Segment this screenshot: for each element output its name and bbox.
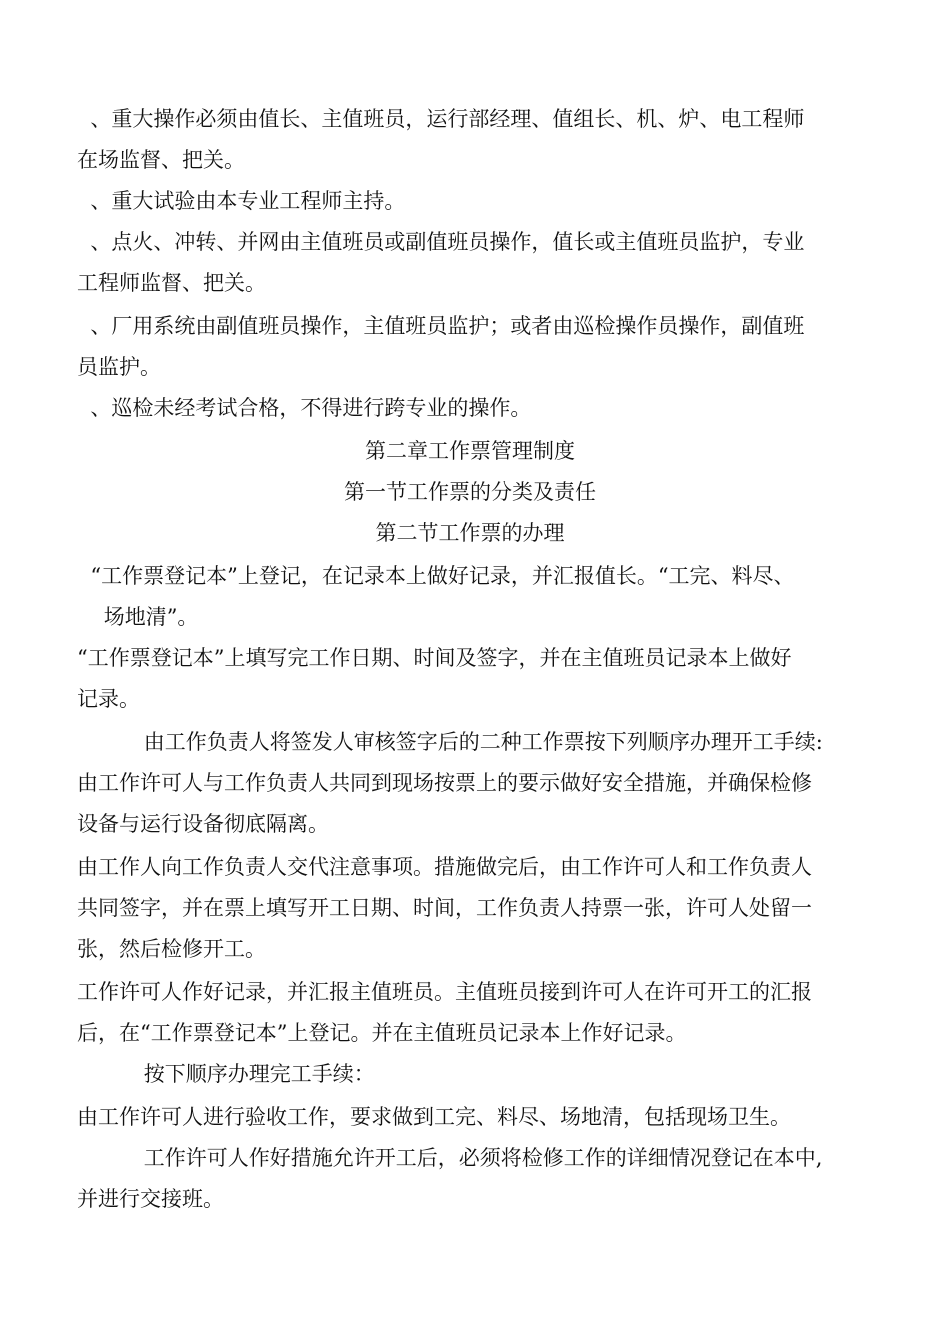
text-line: 由工作负责人将签发人审核签字后的二种工作票按下列顺序办理开工手续: [77, 730, 823, 754]
text-line: 并进行交接班。 [77, 1187, 224, 1211]
text-line: 、厂用系统由副值班员操作，主值班员监护；或者由巡检操作员操作，副值班 [77, 314, 805, 338]
text-line: 、重大试验由本专业工程师主持。 [77, 189, 406, 213]
text-line: 由工作许可人与工作负责人共同到现场按票上的要示做好安全措施，并确保检修 [77, 771, 812, 795]
text-line: 工作许可人作好措施允许开工后，必须将检修工作的详细情况登记在本中, [77, 1146, 823, 1170]
text-line: 场地清”。 [77, 605, 199, 629]
text-line: 员监护。 [77, 355, 161, 379]
text-line: 记录。 [77, 687, 140, 711]
text-line: 由工作人向工作负责人交代注意事项。措施做完后，由工作许可人和工作负责人 [77, 855, 812, 879]
text-line: 张，然后检修开工。 [77, 937, 266, 961]
section-heading: 第二节工作票的办理 [375, 521, 565, 545]
text-line: 、巡检未经考试合格，不得进行跨专业的操作。 [77, 396, 532, 420]
text-line: 按下顺序办理完工手续： [77, 1062, 375, 1086]
text-line: “工作票登记本”上填写完工作日期、时间及签字，并在主值班员记录本上做好 [77, 646, 792, 670]
text-line: 工程师监督、把关。 [77, 271, 266, 295]
text-line: 、重大操作必须由值长、主值班员，运行部经理、值组长、机、炉、电工程师 [77, 107, 805, 131]
section-heading: 第一节工作票的分类及责任 [344, 480, 596, 504]
text-line: 后，在“工作票登记本”上登记。并在主值班员记录本上作好记录。 [77, 1021, 687, 1045]
text-line: 由工作许可人进行验收工作，要求做到工完、料尽、场地清，包括现场卫生。 [77, 1105, 791, 1129]
text-line: “工作票登记本”上登记，在记录本上做好记录，并汇报值长。“工完、料尽、 [77, 564, 795, 588]
text-line: 在场监督、把关。 [77, 148, 245, 172]
text-line: 、点火、冲转、并网由主值班员或副值班员操作，值长或主值班员监护，专业 [77, 230, 805, 254]
text-line: 设备与运行设备彻底隔离。 [77, 812, 329, 836]
text-line: 共同签字，并在票上填写开工日期、时间，工作负责人持票一张，许可人处留一 [77, 896, 812, 920]
text-line: 工作许可人作好记录，并汇报主值班员。主值班员接到许可人在许可开工的汇报 [77, 980, 812, 1004]
chapter-heading: 第二章工作票管理制度 [365, 439, 575, 463]
